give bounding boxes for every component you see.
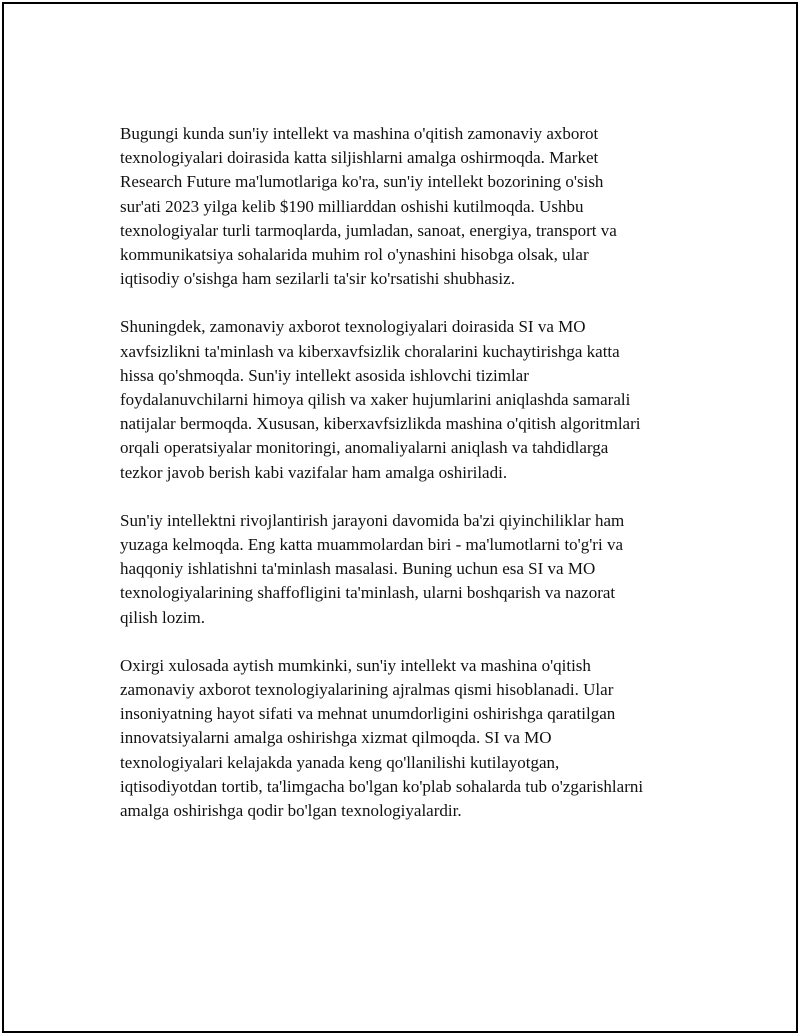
paragraph-1: Bugungi kunda sun'iy intellekt va mashina o'qitish zamonaviy axborot texnologiyalari doirasida katta siljishlarni amalga oshirmoqda. Market Research Future ma'lumotlariga ko'ra, sun'iy intellekt bozorining o'sish sur'ati 2023 yilga kelib $190 milliarddan oshishi kutilmoqda. Ushbu texnologiyalar turli tarmoqlarda, jumladan, sanoat, energiya, transport va kommunikatsiya sohalarida muhim rol o'ynashini hisobga olsak, ular iqtisodiy o'sishga ham sezilarli ta'sir ko'rsatishi shubhasiz. [120, 124, 617, 289]
paragraph-2: Shuningdek, zamonaviy axborot texnologiyalari doirasida SI va MO xavfsizlikni ta'minlash va kiberxavfsizlik choralarini kuchaytirishga katta hissa qo'shmoqda. Sun'iy intellekt asosida ishlovchi tizimlar foydalanuvchilarni himoya qilish va xaker hujumlarini aniqlashda samarali natijalar bermoqda. Xususan, kiberxavfsizlikda mashina o'qitish algoritmlari orqali operatsiyalar monitoringi, anomaliyalarni aniqlash va tahdidlarga tezkor javob berish kabi vazifalar ham amalga oshiriladi. [120, 317, 641, 482]
page-border [2, 2, 798, 1033]
document-body [120, 122, 694, 847]
paragraph-4: Oxirgi xulosada aytish mumkinki, sun'iy intellekt va mashina o'qitish zamonaviy axborot texnologiyalarining ajralmas qismi hisoblanadi. Ular insoniyatning hayot sifati va mehnat unumdorligini oshirishga qaratilgan innovatsiyalarni amalga oshirishga xizmat qilmoqda. SI va MO texnologiyalari kelajakda yanada keng qo'llanilishi kutilayotgan, iqtisodiyotdan tortib, ta'limgacha bo'lgan ko'plab sohalarda tub o'zgarishlarni amalga oshirishga qodir bo'lgan texnologiyalardir. [120, 655, 644, 821]
paragraph-3: Sun'iy intellektni rivojlantirish jarayoni davomida ba'zi qiyinchiliklar ham yuzaga kelmoqda. Eng katta muammolardan biri - ma'lumotlarni to'g'ri va haqqoniy ishlatishni ta'minlash masalasi. Buning uchun esa SI va MO texnologiyalarining shaffofligini ta'minlash, ularni boshqarish va nazorat qilish lozim. [120, 510, 625, 627]
